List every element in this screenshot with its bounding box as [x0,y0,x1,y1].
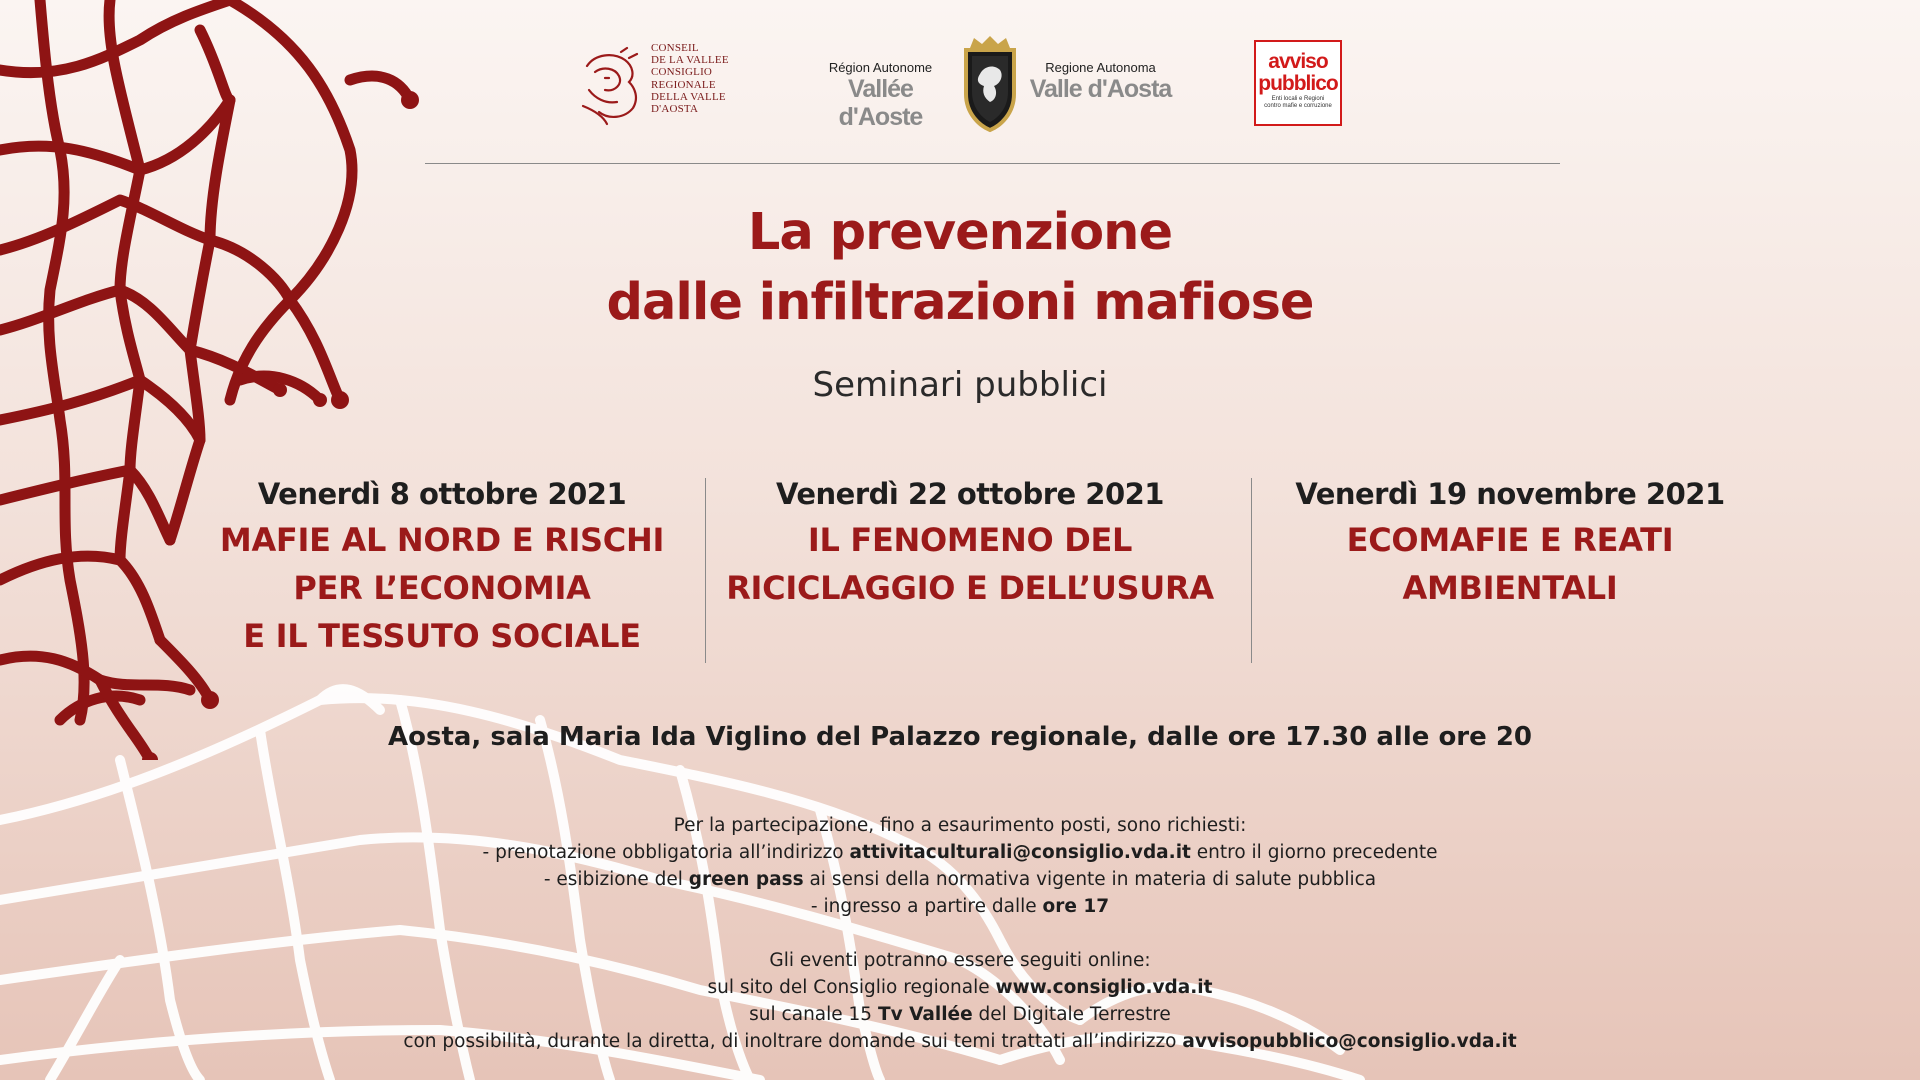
email-link[interactable]: attivitaculturali@consiglio.vda.it [849,842,1191,863]
seminar-2 [710,472,1230,612]
seminar-1 [182,472,702,660]
participation-item-2: - esibizione del green pass ai sensi della normativa vigente in materia di salute pubblica [543,869,1377,890]
avviso-pubblico-logo: avviso pubblico Enti locali e Regioni contro mafie e corruzione [1254,40,1342,126]
info-block [0,812,1920,1055]
online-line-2: sul canale 15 Tv Vallée del Digitale Terrestre [749,1004,1171,1025]
participation-item-3: - ingresso a partire dalle ore 17 [810,896,1110,917]
seminar-date: Venerdì 19 novembre 2021 [1295,477,1725,511]
aosta-coat-of-arms-icon [960,34,1020,134]
lion-emblem-icon [575,46,647,126]
seminar-topic: IL FENOMENO DEL RICICLAGGIO E DELL’USURA [726,521,1214,607]
title-line-1: La prevenzione [747,203,1173,262]
region-it-label: Regione Autonoma Valle d'Aosta [1029,60,1172,103]
email-link[interactable]: avvisopubblico@consiglio.vda.it [1182,1031,1517,1052]
column-divider [705,478,706,663]
logo-strip [0,32,1920,142]
seminar-topic: MAFIE AL NORD E RISCHI PER L’ECONOMIA E IL TESSUTO SOCIALE [219,521,665,655]
seminar-topic: ECOMAFIE E REATI AMBIENTALI [1346,521,1674,607]
region-fr-label: Région Autonome Vallée d'Aoste [828,60,933,131]
consiglio-text: CONSEIL DE LA VALLEE CONSIGLIO REGIONALE DELLA VALLE D'AOSTA [651,42,729,116]
website-link[interactable]: www.consiglio.vda.it [995,977,1213,998]
seminar-date: Venerdì 22 ottobre 2021 [775,477,1164,511]
venue-text: Aosta, sala Maria Ida Viglino del Palazzo regionale, dalle ore 17.30 alle ore 20 [387,722,1532,752]
header-divider [425,163,1560,164]
online-line-1: sul sito del Consiglio regionale www.consiglio.vda.it [707,977,1213,998]
online-intro: Gli eventi potranno essere seguiti online: [769,950,1151,971]
subtitle: Seminari pubblici [812,365,1108,405]
title-line-2: dalle infiltrazioni mafiose [606,273,1314,332]
region-logo [800,32,1170,142]
page-title [0,198,1920,338]
seminar-date: Venerdì 8 ottobre 2021 [257,477,627,511]
participation-intro: Per la partecipazione, fino a esaurimento posti, sono richiesti: [673,815,1247,836]
seminar-3 [1250,472,1770,612]
participation-item-1: - prenotazione obbligatoria all’indirizzo attivitaculturali@consiglio.vda.it entro il giorno precedente [482,842,1438,863]
online-line-3: con possibilità, durante la diretta, di inoltrare domande sui temi trattati all’indirizzo avvisopubblico@consiglio.vda.it [403,1031,1517,1052]
consiglio-logo [575,42,735,132]
